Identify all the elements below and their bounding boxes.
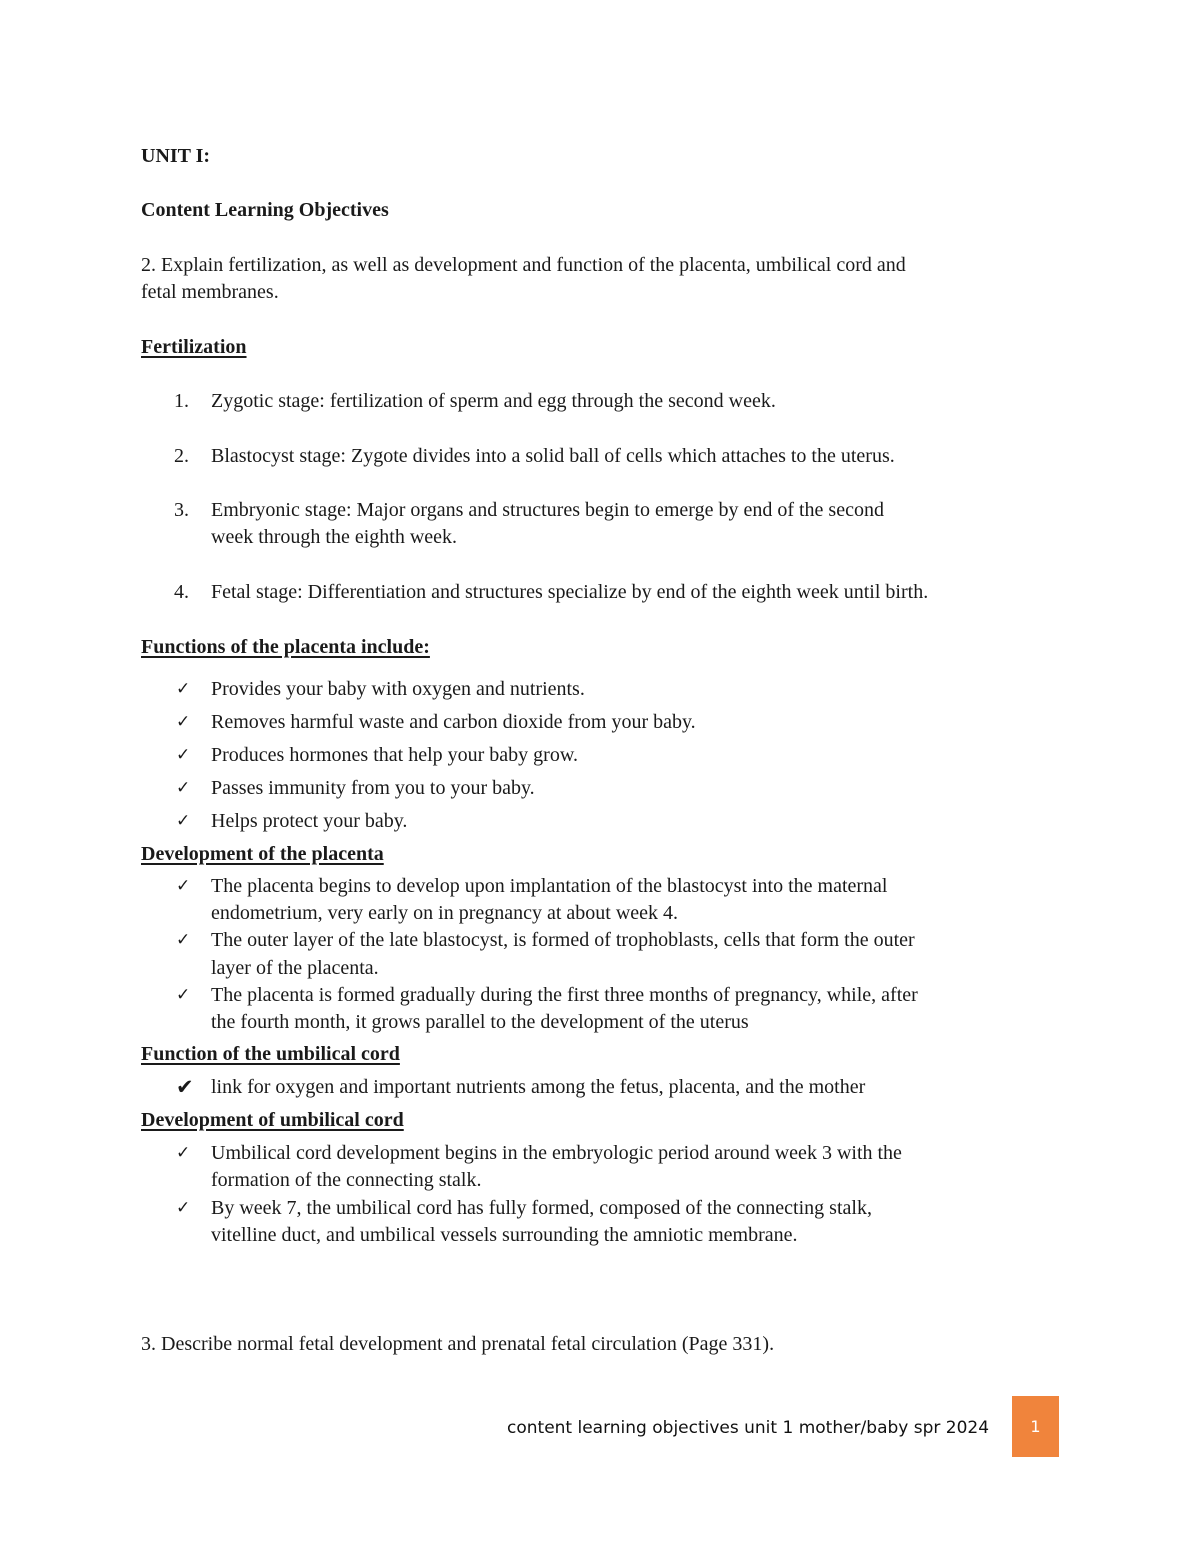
cord-function-heading: Function of the umbilical cord xyxy=(141,1043,400,1065)
cord-development-heading: Development of umbilical cord xyxy=(141,1109,404,1131)
list-item-continued: layer of the placenta. xyxy=(211,957,379,979)
placenta-functions-heading: Functions of the placenta include: xyxy=(141,636,430,658)
list-number: 2. xyxy=(174,445,189,467)
list-item: The placenta begins to develop upon implantation of the blastocyst into the maternal xyxy=(211,875,888,897)
list-item: link for oxygen and important nutrients among the fetus, placenta, and the mother xyxy=(211,1076,866,1098)
list-item: Passes immunity from you to your baby. xyxy=(211,777,535,799)
list-number: 4. xyxy=(174,581,189,603)
list-item-continued: vitelline duct, and umbilical vessels surrounding the amniotic membrane. xyxy=(211,1224,798,1246)
list-item: Fetal stage: Differentiation and structures specialize by end of the eighth week until birth. xyxy=(211,581,929,603)
checkmark-icon: ✓ xyxy=(176,778,191,798)
checkmark-icon: ✓ xyxy=(176,930,191,950)
list-item-continued: formation of the connecting stalk. xyxy=(211,1169,482,1191)
list-item: Helps protect your baby. xyxy=(211,810,408,832)
list-number: 3. xyxy=(174,499,189,521)
fertilization-heading: Fertilization xyxy=(141,336,247,358)
objective-3: 3. Describe normal fetal development and prenatal fetal circulation (Page 331). xyxy=(141,1333,775,1355)
list-item: Umbilical cord development begins in the embryologic period around week 3 with the xyxy=(211,1142,902,1164)
list-item: Removes harmful waste and carbon dioxide from your baby. xyxy=(211,711,696,733)
checkmark-icon: ✓ xyxy=(176,712,191,732)
objective-2-line-1: 2. Explain fertilization, as well as development and function of the placenta, umbilical cord and xyxy=(141,254,906,276)
list-item: Zygotic stage: fertilization of sperm and egg through the second week. xyxy=(211,390,776,412)
list-item-continued: endometrium, very early on in pregnancy at about week 4. xyxy=(211,902,679,924)
list-item-continued: week through the eighth week. xyxy=(211,526,458,548)
checkmark-icon: ✓ xyxy=(176,679,191,699)
page-number-badge xyxy=(1012,1396,1059,1457)
list-number: 1. xyxy=(174,390,189,412)
placenta-development-heading: Development of the placenta xyxy=(141,843,384,865)
checkmark-icon: ✔ xyxy=(176,1075,194,1099)
objective-2-line-2: fetal membranes. xyxy=(141,281,279,303)
list-item: Blastocyst stage: Zygote divides into a solid ball of cells which attaches to the uterus. xyxy=(211,445,895,467)
list-item: The outer layer of the late blastocyst, is formed of trophoblasts, cells that form the outer xyxy=(211,929,915,951)
section-heading: Content Learning Objectives xyxy=(141,199,389,221)
list-item: Embryonic stage: Major organs and structures begin to emerge by end of the second xyxy=(211,499,884,521)
list-item: The placenta is formed gradually during the first three months of pregnancy, while, after xyxy=(211,984,918,1006)
unit-title: UNIT I: xyxy=(141,145,211,167)
list-item-continued: the fourth month, it grows parallel to the development of the uterus xyxy=(211,1011,749,1033)
checkmark-icon: ✓ xyxy=(176,985,191,1005)
checkmark-icon: ✓ xyxy=(176,876,191,896)
checkmark-icon: ✓ xyxy=(176,811,191,831)
footer-text: content learning objectives unit 1 mother/baby spr 2024 xyxy=(507,1418,990,1438)
checkmark-icon: ✓ xyxy=(176,745,191,765)
list-item: By week 7, the umbilical cord has fully formed, composed of the connecting stalk, xyxy=(211,1197,872,1219)
checkmark-icon: ✓ xyxy=(176,1198,191,1218)
checkmark-icon: ✓ xyxy=(176,1143,191,1163)
page-number: 1 xyxy=(1030,1417,1041,1436)
list-item: Provides your baby with oxygen and nutrients. xyxy=(211,678,585,700)
list-item: Produces hormones that help your baby grow. xyxy=(211,744,578,766)
